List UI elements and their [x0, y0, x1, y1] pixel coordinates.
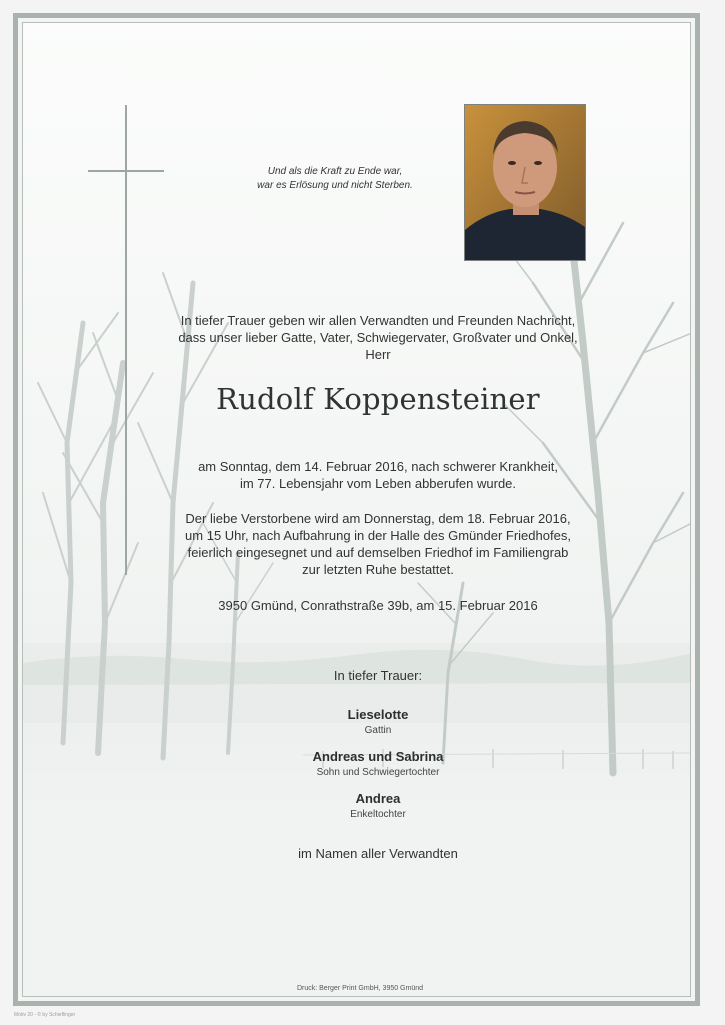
- mourner-item: [120, 707, 636, 736]
- quote-line: Und als die Kraft zu Ende war,: [267, 166, 403, 177]
- mourner-name: Andrea: [355, 791, 401, 806]
- printer-credit: Druck: Berger Print GmbH, 3950 Gmünd: [296, 985, 424, 992]
- mourner-name: Andreas und Sabrina: [312, 749, 444, 764]
- mourner-relation: Enkeltochter: [350, 809, 406, 820]
- memorial-quote: [215, 165, 455, 193]
- motif-credit: Motiv 20 - © by Schieflinger: [14, 1012, 76, 1018]
- announcement-line: dass unser lieber Gatte, Vater, Schwiegervater, Großvater und Onkel,: [178, 330, 578, 345]
- death-line: am Sonntag, dem 14. Februar 2016, nach schwerer Krankheit,: [198, 459, 558, 474]
- deceased-name: Rudolf Koppensteiner: [216, 382, 540, 416]
- funeral-line: zur letzten Ruhe bestattet.: [302, 562, 454, 577]
- death-details: [120, 458, 636, 492]
- funeral-details: [120, 510, 636, 578]
- announcement-line: Herr: [365, 347, 391, 362]
- place-and-date: 3950 Gmünd, Conrathstraße 39b, am 15. Februar 2016: [218, 598, 538, 613]
- mourners-list: [120, 707, 636, 833]
- mourner-relation: Sohn und Schwiegertochter: [316, 767, 440, 778]
- announcement-line: In tiefer Trauer geben wir allen Verwandten und Freunden Nachricht,: [180, 313, 576, 328]
- mourner-relation: Gattin: [364, 725, 392, 736]
- mourning-label: In tiefer Trauer:: [333, 668, 423, 683]
- relatives-line: im Namen aller Verwandten: [298, 846, 458, 861]
- mourner-item: [120, 791, 636, 820]
- funeral-line: feierlich eingesegnet und auf demselben Friedhof im Familiengrab: [187, 545, 569, 560]
- mourner-item: [120, 749, 636, 778]
- mourner-name: Lieselotte: [347, 707, 409, 722]
- cross-horizontal-bar: [88, 170, 164, 172]
- announcement-text: [120, 312, 636, 363]
- quote-line: war es Erlösung und nicht Sterben.: [257, 180, 413, 191]
- portrait-photo: [464, 104, 586, 261]
- funeral-line: um 15 Uhr, nach Aufbahrung in der Halle des Gmünder Friedhofes,: [185, 528, 571, 543]
- funeral-line: Der liebe Verstorbene wird am Donnerstag, dem 18. Februar 2016,: [185, 511, 571, 526]
- death-line: im 77. Lebensjahr vom Leben abberufen wurde.: [239, 476, 517, 491]
